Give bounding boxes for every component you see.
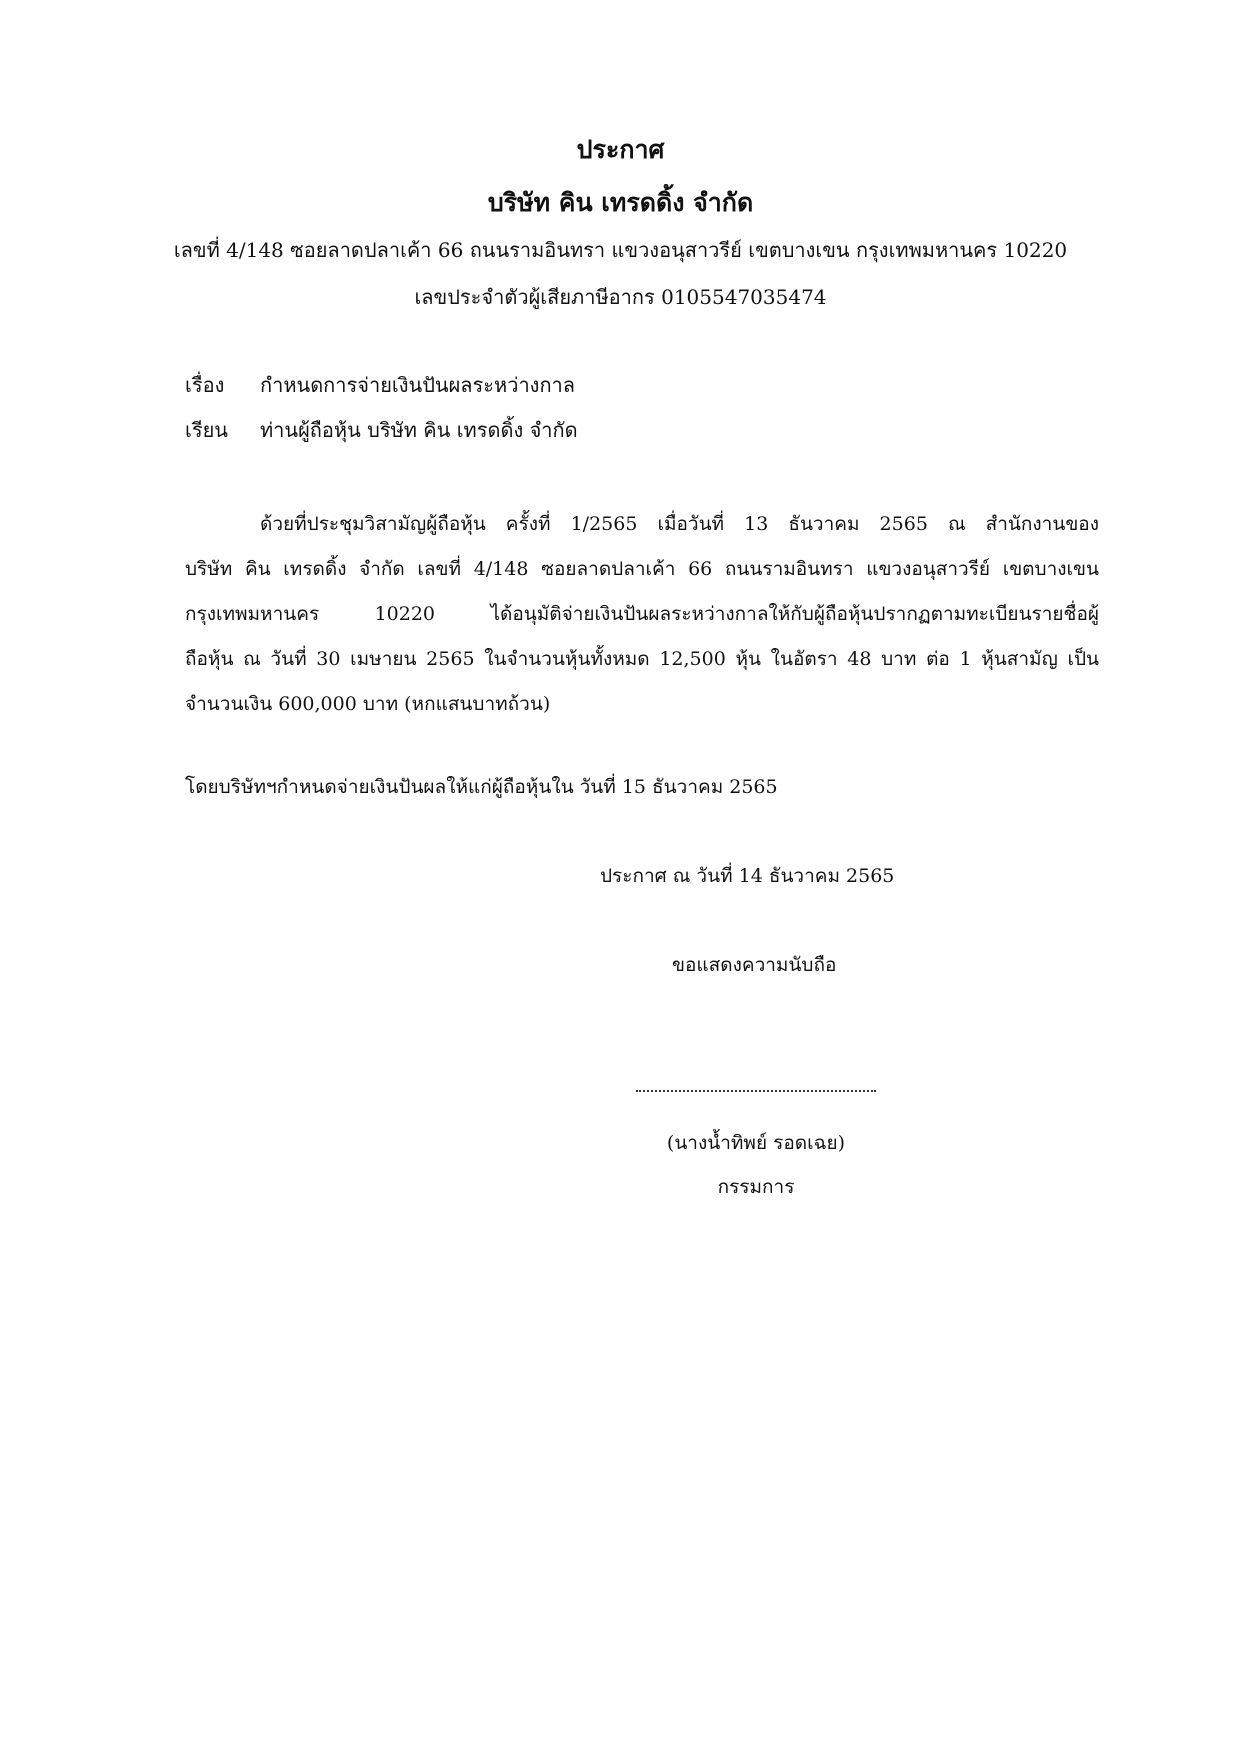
recipient-value: ท่านผู้ถือหุ้น บริษัท คิน เทรดดิ้ง จำกัด [260, 418, 578, 442]
company-address: เลขที่ 4/148 ซอยลาดปลาเค้า 66 ถนนรามอินทรา แขวงอนุสาวรีย์ เขตบางเขน กรุงเทพมหานคร 10220 [173, 238, 1068, 262]
body-line: กรุงเทพมหานคร 10220 ได้อนุมัติจ่ายเงินปันผลระหว่างกาลให้กับผู้ถือหุ้นปรากฏตามทะเบียนรายชื่อผู้ [185, 603, 1099, 625]
announcement-title: ประกาศ [576, 135, 665, 164]
signatory-position: กรรมการ [717, 1176, 795, 1198]
subject-line [185, 369, 575, 401]
body-line: ด้วยที่ประชุมวิสามัญผู้ถือหุ้น ครั้งที่ 1/2565 เมื่อวันที่ 13 ธันวาคม 2565 ณ สำนักงานของ [260, 513, 1099, 535]
signature-line [636, 1090, 876, 1092]
recipient-line [185, 414, 578, 446]
subject-label: เรื่อง [185, 373, 225, 397]
closing-regards: ขอแสดงความนับถือ [672, 954, 837, 976]
body-line: จำนวนเงิน 600,000 บาท (หกแสนบาทถ้วน) [185, 693, 551, 715]
body-line: บริษัท คิน เทรดดิ้ง จำกัด เลขที่ 4/148 ซอยลาดปลาเค้า 66 ถนนรามอินทรา แขวงอนุสาวรีย์ เขตบางเขน [185, 558, 1099, 580]
signatory-name: (นางน้ำทิพย์ รอดเฉย) [666, 1132, 846, 1154]
tax-id: เลขประจำตัวผู้เสียภาษีอากร 0105547035474 [414, 285, 827, 309]
payment-date-line: โดยบริษัทฯกำหนดจ่ายเงินปันผลให้แก่ผู้ถือหุ้นใน วันที่ 15 ธันวาคม 2565 [185, 776, 778, 798]
body-paragraph [185, 502, 1099, 727]
recipient-label: เรียน [185, 418, 228, 442]
body-line: ถือหุ้น ณ วันที่ 30 เมษายน 2565 ในจำนวนหุ้นทั้งหมด 12,500 หุ้น ในอัตรา 48 บาท ต่อ 1 หุ้นสามัญ เป็น [185, 648, 1099, 670]
company-name: บริษัท คิน เทรดดิ้ง จำกัด [487, 188, 754, 217]
announcement-date: ประกาศ ณ วันที่ 14 ธันวาคม 2565 [600, 865, 895, 887]
subject-value: กำหนดการจ่ายเงินปันผลระหว่างกาล [260, 373, 576, 397]
